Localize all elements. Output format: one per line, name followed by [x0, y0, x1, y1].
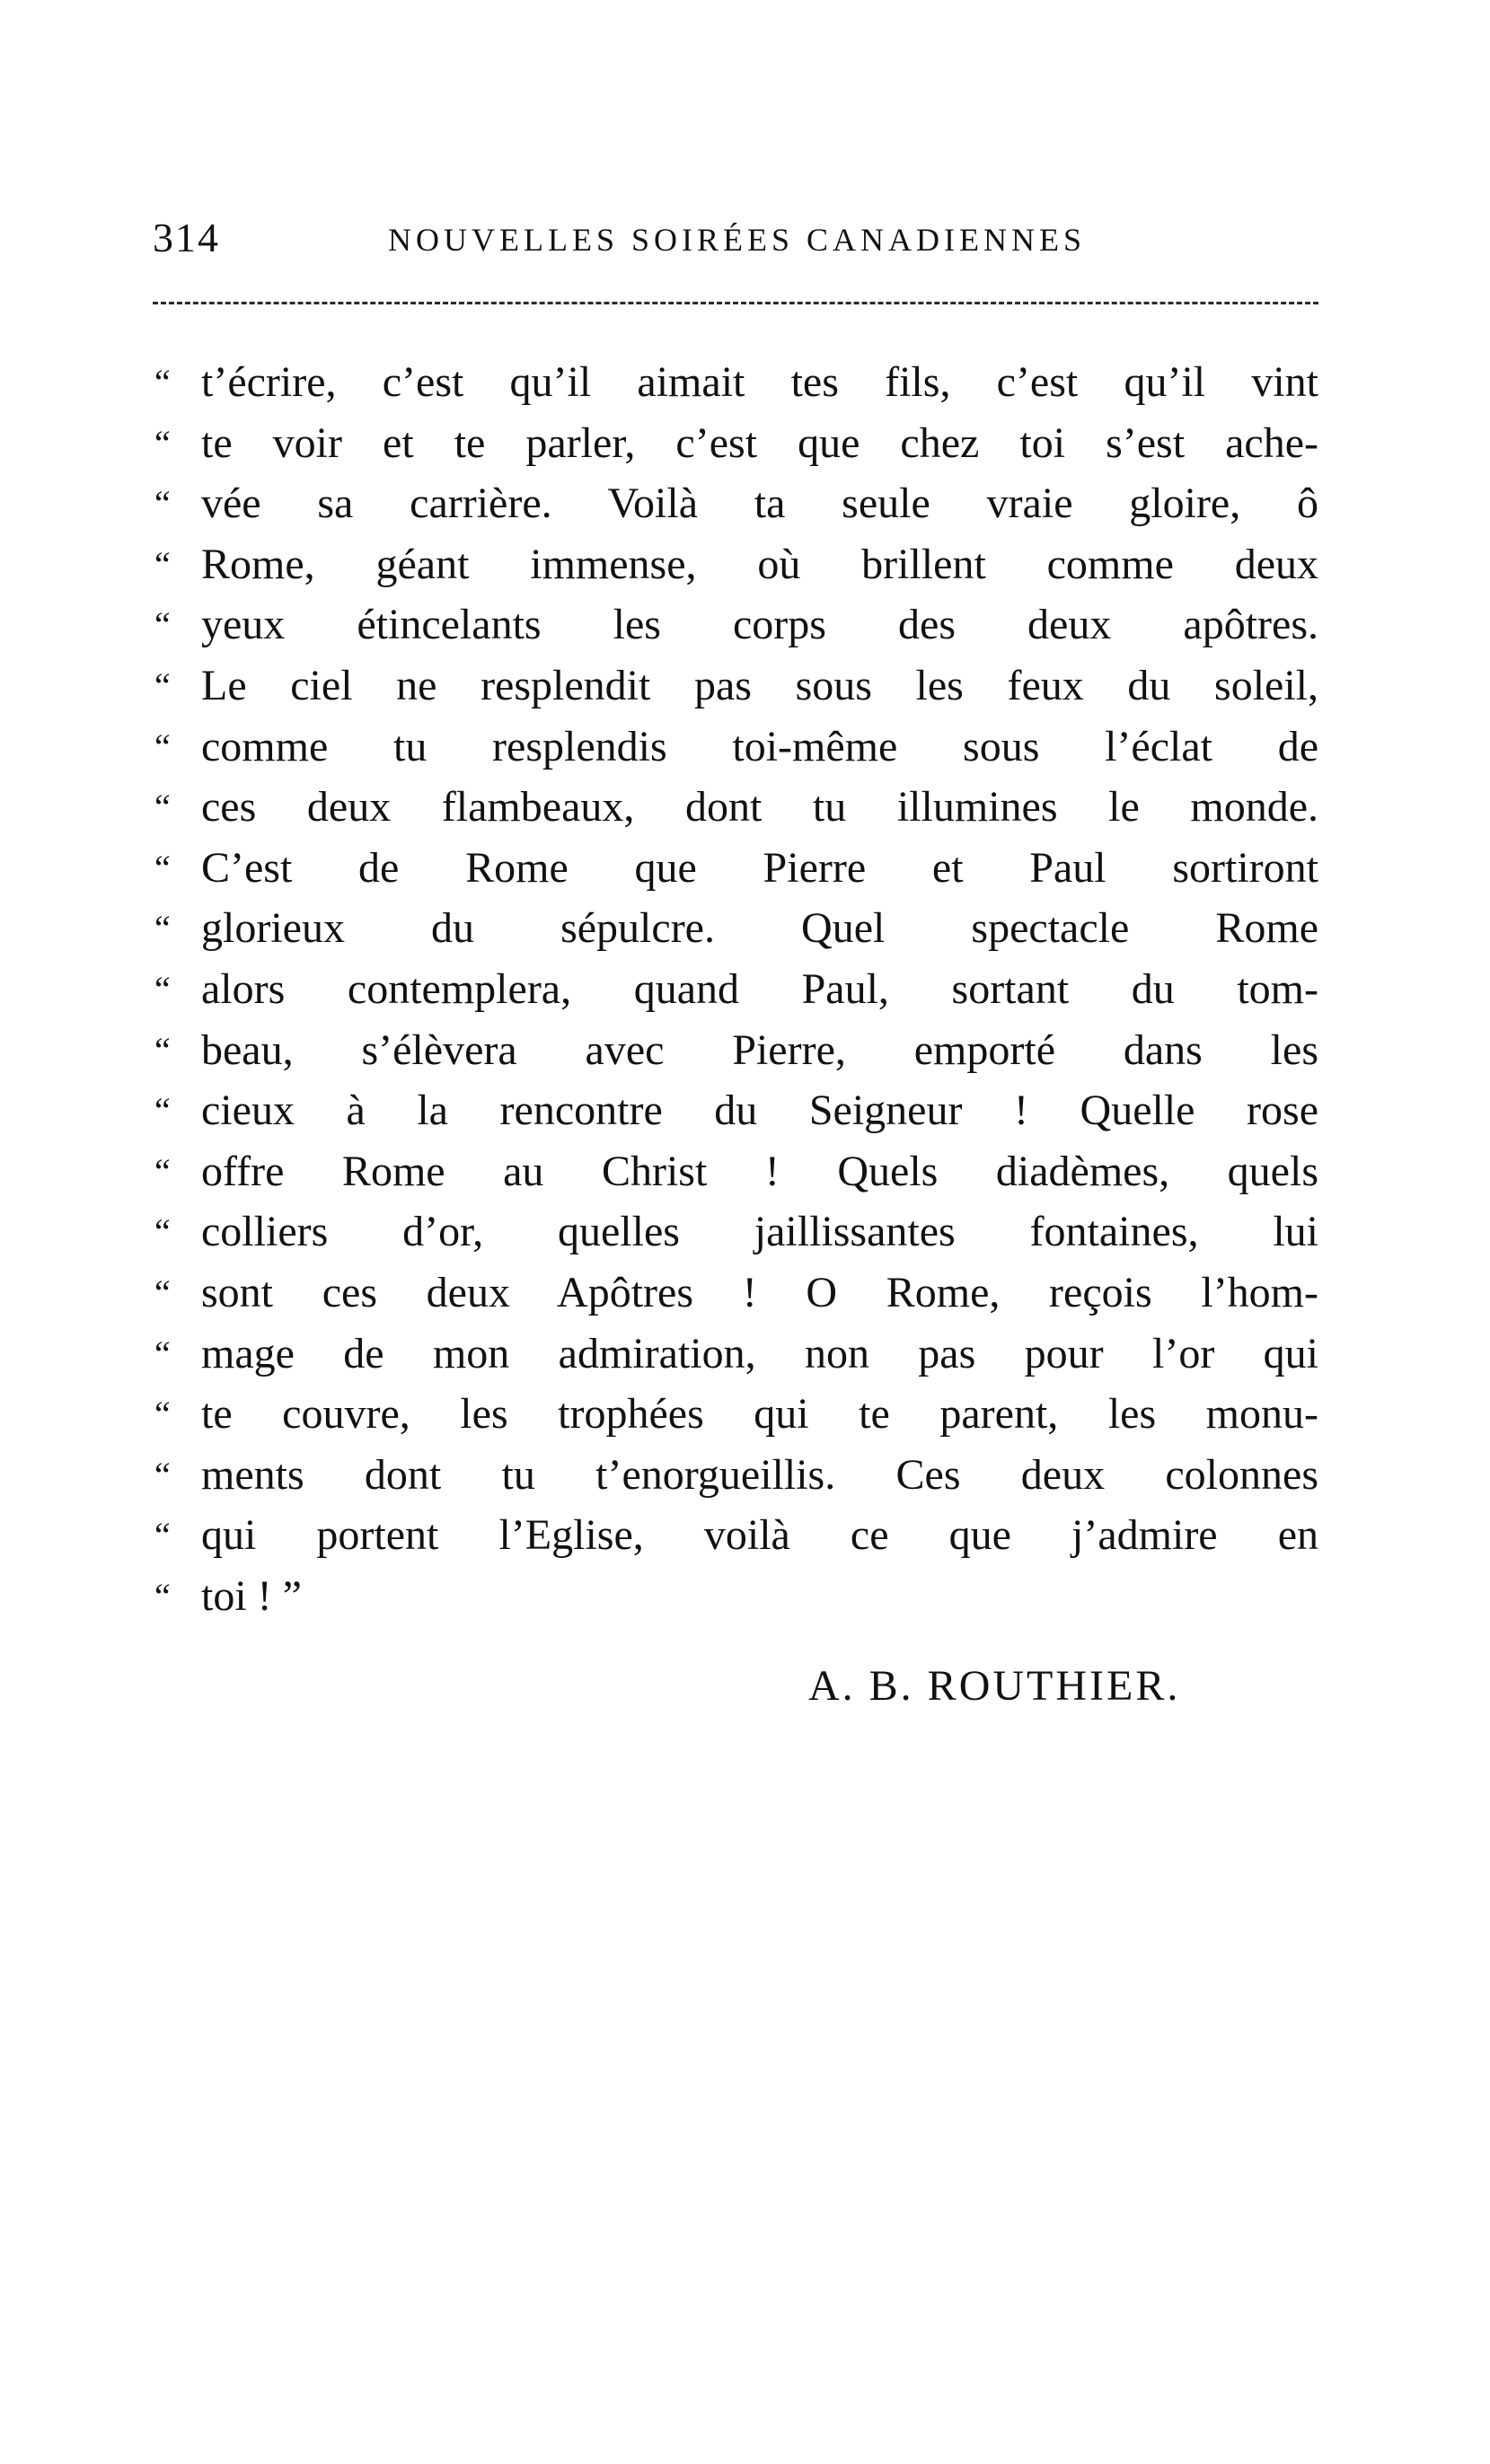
quote-mark: “ [154, 908, 171, 949]
text-line [154, 1080, 1318, 1141]
quote-mark: “ [154, 1394, 171, 1435]
quote-mark: “ [154, 1333, 171, 1374]
line-text: beau, s’élèvera avec Pierre, emporté dans les [201, 1025, 1318, 1074]
line-text: Le ciel ne resplendit pas sous les feux du soleil, [201, 661, 1318, 709]
quote-mark: “ [154, 847, 171, 888]
text-line [154, 838, 1318, 899]
line-text: qui portent l’Eglise, voilà ce que j’admire en [201, 1511, 1318, 1560]
line-text: cieux à la rencontre du Seigneur ! Quelle rose [201, 1087, 1318, 1135]
text-line [154, 1384, 1318, 1445]
quote-mark: “ [154, 1029, 171, 1070]
quote-mark: “ [154, 1211, 171, 1253]
text-line [154, 473, 1318, 534]
header-rule [153, 302, 1318, 304]
quote-mark: “ [154, 664, 171, 706]
line-text: toi ! ” [201, 1571, 302, 1620]
text-line [154, 1445, 1318, 1506]
line-text: Rome, géant immense, où brillent comme deux [201, 540, 1318, 588]
quote-mark: “ [154, 1575, 171, 1616]
text-line [154, 1201, 1318, 1263]
line-text: t’écrire, c’est qu’il aimait tes fils, c’est qu’il vint [201, 358, 1318, 406]
body-text [154, 352, 1318, 1626]
text-line [154, 898, 1318, 959]
text-line [154, 1141, 1318, 1202]
line-text: ments dont tu t’enorgueillis. Ces deux colonnes [201, 1450, 1318, 1499]
quote-mark: “ [154, 604, 171, 646]
text-line [154, 1324, 1318, 1385]
quote-mark: “ [154, 1454, 171, 1495]
running-title: NOUVELLES SOIRÉES CANADIENNES [388, 222, 1086, 258]
line-text: te couvre, les trophées qui te parent, les monu- [201, 1390, 1318, 1439]
quote-mark: “ [154, 1515, 171, 1556]
text-line [154, 1263, 1318, 1324]
text-line [154, 1020, 1318, 1081]
line-text: sont ces deux Apôtres ! O Rome, reçois l’hom- [201, 1268, 1318, 1316]
text-line [154, 352, 1318, 413]
text-line [154, 656, 1318, 717]
quote-mark: “ [154, 1272, 171, 1313]
quote-mark: “ [154, 787, 171, 828]
text-line [154, 717, 1318, 778]
line-text: comme tu resplendis toi-même sous l’éclat de [201, 722, 1318, 770]
line-text: C’est de Rome que Pierre et Paul sortiront [201, 843, 1318, 892]
line-text: colliers d’or, quelles jaillissantes fontaines, lui [201, 1208, 1318, 1256]
line-text: mage de mon admiration, non pas pour l’or qui [201, 1329, 1318, 1377]
quote-mark: “ [154, 543, 171, 585]
quote-mark: “ [154, 483, 171, 524]
text-line [154, 959, 1318, 1020]
line-text: offre Rome au Christ ! Quels diadèmes, quels [201, 1147, 1318, 1195]
author-name: A. B. ROUTHIER. [808, 1662, 1181, 1710]
page-number: 314 [153, 215, 220, 260]
line-text: glorieux du sépulcre. Quel spectacle Rome [201, 904, 1318, 953]
quote-mark: “ [154, 1150, 171, 1192]
line-text: ces deux flambeaux, dont tu illumines le monde. [201, 783, 1318, 832]
text-line [154, 1566, 1318, 1627]
quote-mark: “ [154, 726, 171, 767]
quote-mark: “ [154, 968, 171, 1009]
line-text: yeux étincelants les corps des deux apôtres. [201, 601, 1318, 649]
line-text: te voir et te parler, c’est que chez toi s’est ache- [201, 418, 1318, 467]
text-line [154, 777, 1318, 838]
text-line [154, 534, 1318, 595]
line-text: alors contemplera, quand Paul, sortant du tom- [201, 964, 1318, 1013]
quote-mark: “ [154, 422, 171, 463]
text-line [154, 594, 1318, 656]
line-text: vée sa carrière. Voilà ta seule vraie gloire, ô [201, 480, 1318, 528]
quote-mark: “ [154, 362, 171, 402]
quote-mark: “ [154, 1090, 171, 1131]
text-line [154, 413, 1318, 474]
text-line [154, 1505, 1318, 1566]
running-head [153, 214, 1320, 268]
